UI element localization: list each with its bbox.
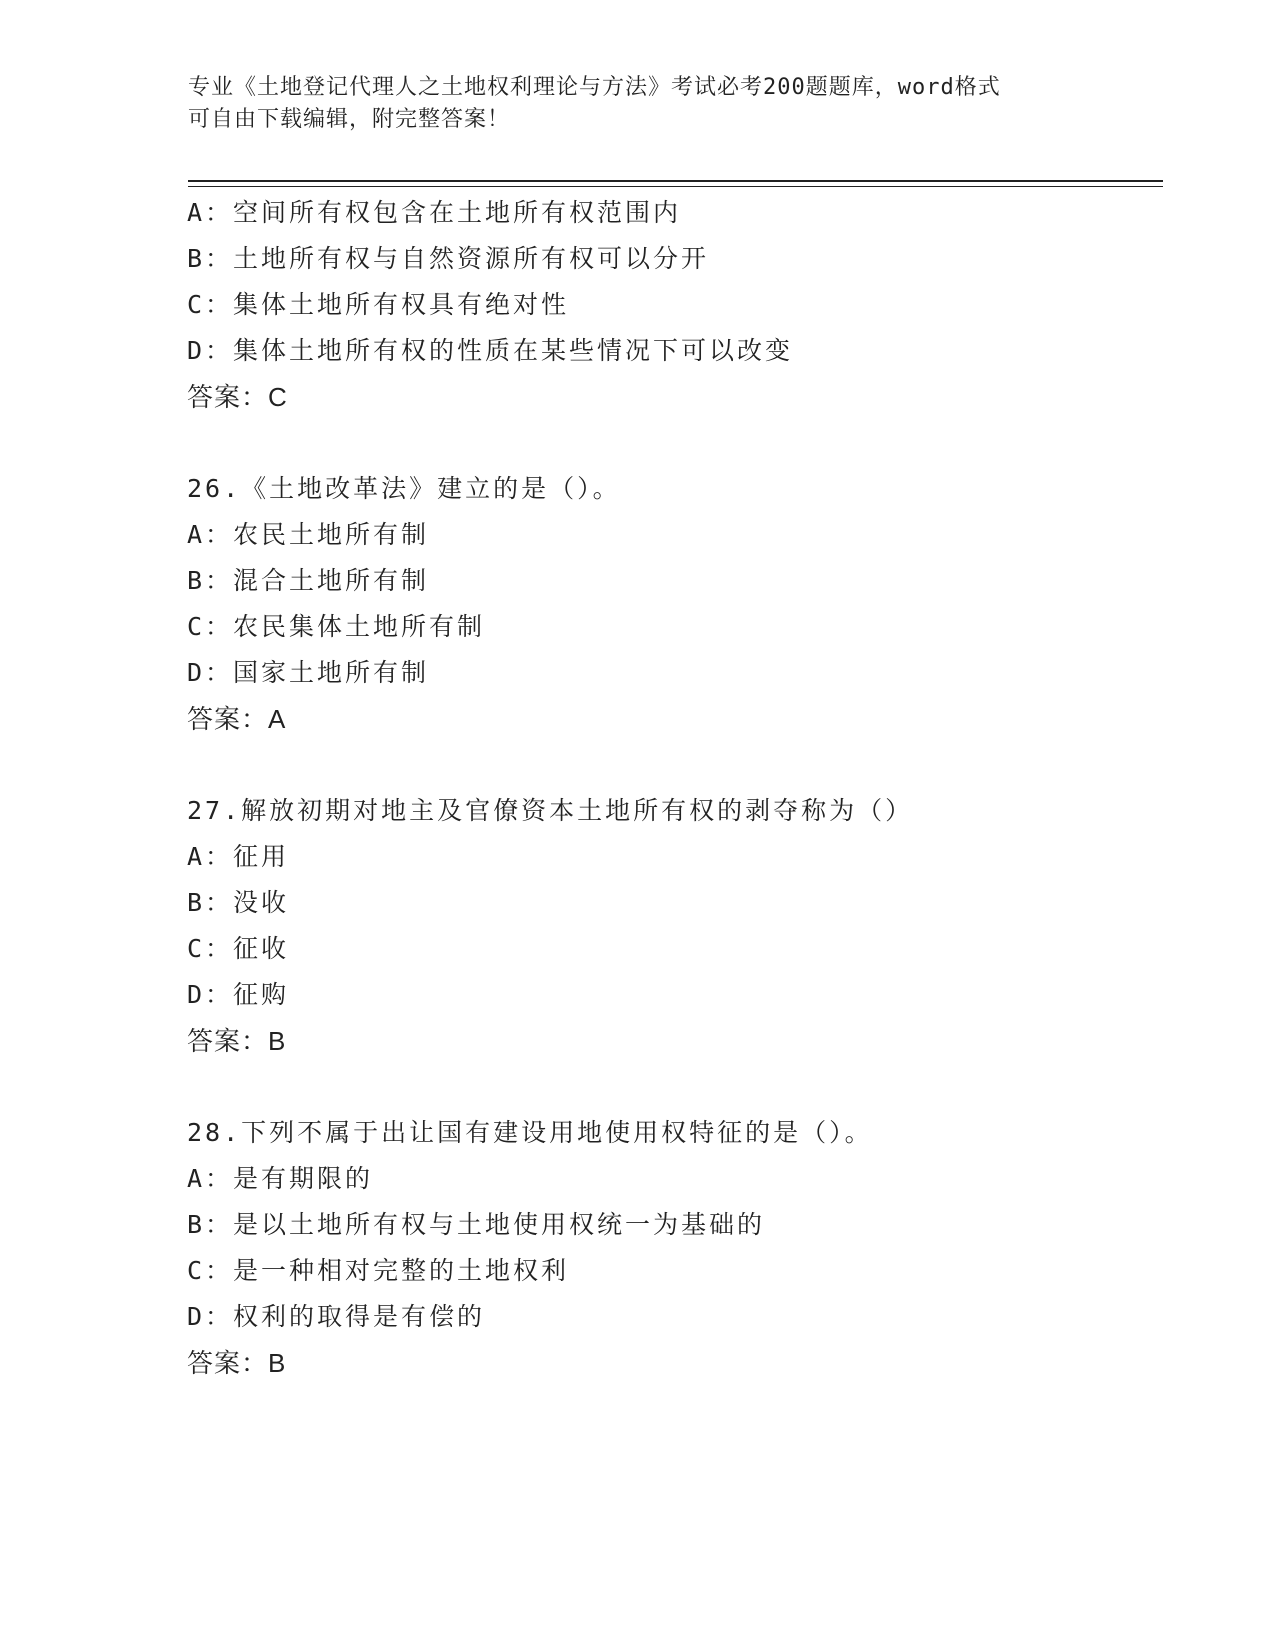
header-line-1: 专业《土地登记代理人之土地权利理论与方法》考试必考200题题库，word格式: [188, 75, 1001, 100]
answer-line: 答案：C: [187, 382, 288, 412]
header-line-2: 可自由下载编辑，附完整答案！: [188, 107, 511, 132]
question-block-26: [187, 466, 1167, 742]
option-d: D：集体土地所有权的性质在某些情况下可以改变: [187, 336, 794, 365]
option-d: D：权利的取得是有偿的: [187, 1302, 486, 1331]
question-list: [187, 190, 1167, 1432]
option-b: B：是以土地所有权与土地使用权统一为基础的: [187, 1210, 766, 1239]
option-c: C：集体土地所有权具有绝对性: [187, 290, 570, 319]
option-b: B：土地所有权与自然资源所有权可以分开: [187, 244, 710, 273]
document-header: [188, 72, 1088, 136]
header-divider-thin: [188, 186, 1163, 187]
answer-line: 答案：B: [187, 1026, 287, 1056]
option-c: C：是一种相对完整的土地权利: [187, 1256, 570, 1285]
question-text: 26.《土地改革法》建立的是（）。: [187, 474, 621, 503]
question-text: 28.下列不属于出让国有建设用地使用权特征的是（）。: [187, 1118, 873, 1147]
answer-line: 答案：B: [187, 1348, 287, 1378]
option-c: C：征收: [187, 934, 290, 963]
question-block-27: [187, 788, 1167, 1064]
option-b: B：混合土地所有制: [187, 566, 430, 595]
header-divider-thick: [188, 180, 1163, 182]
option-b: B：没收: [187, 888, 290, 917]
option-d: D：国家土地所有制: [187, 658, 430, 687]
question-text: 27.解放初期对地主及官僚资本土地所有权的剥夺称为（）: [187, 796, 914, 825]
option-a: A：农民土地所有制: [187, 520, 430, 549]
question-block-28: [187, 1110, 1167, 1386]
option-a: A：空间所有权包含在土地所有权范围内: [187, 198, 682, 227]
option-a: A：征用: [187, 842, 290, 871]
question-block-25: [187, 190, 1167, 420]
option-d: D：征购: [187, 980, 290, 1009]
option-c: C：农民集体土地所有制: [187, 612, 486, 641]
answer-line: 答案：A: [187, 704, 287, 734]
option-a: A：是有期限的: [187, 1164, 374, 1193]
